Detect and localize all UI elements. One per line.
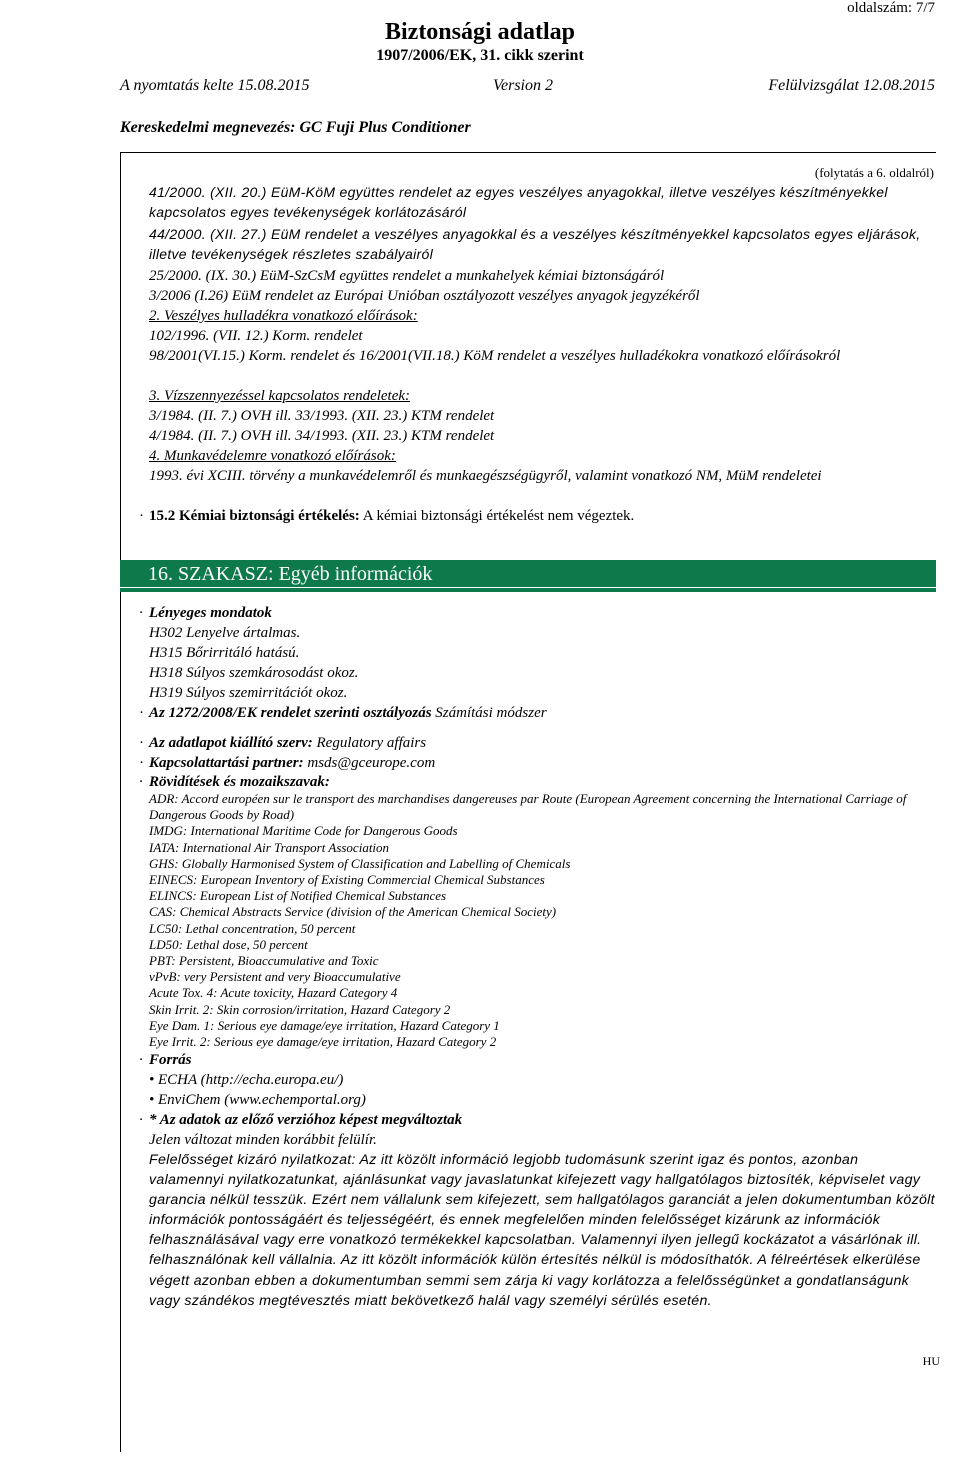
abbreviation-item: IMDG: International Maritime Code for Dangerous Goods	[149, 823, 458, 839]
abbreviation-item: vPvB: very Persistent and very Bioaccumulative	[149, 969, 401, 985]
abbreviation-item: Skin Irrit. 2: Skin corrosion/irritation, Hazard Category 2	[149, 1001, 451, 1017]
banner-rule	[120, 587, 936, 588]
abbreviations-label: · Rövidítések és mozaikszavak:	[139, 774, 330, 790]
source-envichem[interactable]: • EnviChem (www.echemportal.org)	[149, 1092, 366, 1108]
work-safety-law: 1993. évi XCIII. törvény a munkavédelemről és munkaegészségügyről, valamint vonatkozó NM, MüM rendeletei	[149, 468, 822, 484]
version: Version 2	[493, 77, 553, 94]
h319-statement: H319 Súlyos szemirritációt okoz.	[149, 685, 348, 701]
continued-note: (folytatás a 6. oldalról)	[814, 165, 934, 180]
source-echa[interactable]: • ECHA (http://echa.europa.eu/)	[149, 1072, 344, 1088]
waste-regulation-2: 98/2001(VI.15.) Korm. rendelet és 16/2001(VII.18.) KöM rendelet a veszélyes hulladékokra vonatkozó előírásokról	[149, 348, 841, 364]
waste-heading: 2. Veszélyes hulladékra vonatkozó előírások:	[149, 308, 418, 324]
department-row: · Az adatlapot kiállító szerv: Regulatory affairs	[139, 735, 427, 751]
contact-label: Kapcsolattartási partner:	[149, 755, 304, 771]
abbreviation-item: LD50: Lethal dose, 50 percent	[149, 936, 308, 952]
regulation-44-2000: 44/2000. (XII. 27.) EüM rendelet a veszélyes anyagokkal és a veszélyes készítményekkel kapcsolatos egyes eljárások, illetve tevékenységek részletes szabályairól	[149, 226, 921, 262]
chemical-safety-assessment: · 15.2 Kémiai biztonsági értékelés: A kémiai biztonsági értékelést nem végeztek.	[139, 508, 635, 524]
document-subtitle: 1907/2006/EK, 31. cikk szerint	[376, 47, 584, 64]
h315-statement: H315 Bőrirritáló hatású.	[149, 645, 300, 661]
abbreviation-list	[149, 791, 939, 1050]
regulation-25-2000: 25/2000. (IX. 30.) EüM-SzCsM együttes rendelet a munkahelyek kémiai biztonságáról	[149, 268, 665, 284]
chemical-safety-value: A kémiai biztonsági értékelést nem végeztek.	[362, 508, 635, 524]
abbreviation-item: Eye Dam. 1: Serious eye damage/eye irritation, Hazard Category 1	[149, 1017, 500, 1033]
contact-value[interactable]: msds@gceurope.com	[307, 755, 436, 771]
h302-statement: H302 Lenyelve ártalmas.	[149, 625, 301, 641]
document-title: Biztonsági adatlap	[384, 19, 576, 45]
work-safety-heading: 4. Munkavédelemre vonatkozó előírások:	[149, 448, 396, 464]
water-heading: 3. Vízszennyezéssel kapcsolatos rendeletek:	[149, 388, 411, 404]
contact-row: · Kapcsolattartási partner: msds@gceurope.com	[139, 755, 436, 771]
abbreviation-item: IATA: International Air Transport Association	[149, 839, 390, 855]
trade-name: Kereskedelmi megnevezés: GC Fuji Plus Conditioner	[120, 119, 471, 136]
classification-label: Az 1272/2008/EK rendelet szerinti osztályozás	[149, 705, 432, 721]
regulation-41-2000: 41/2000. (XII. 20.) EüM-KöM együttes rendelet az egyes veszélyes anyagokkal, illetve veszélyes készítményekkel kapcsolatos egyes tevékenységek korlátozásáról	[149, 184, 888, 220]
abbreviation-item: EINECS: European Inventory of Existing Commercial Chemical Substances	[149, 872, 545, 888]
classification-row: · Az 1272/2008/EK rendelet szerinti osztályozás Számítási módszer	[139, 705, 547, 721]
abbreviation-item: PBT: Persistent, Bioaccumulative and Toxic	[149, 953, 379, 969]
page-number: oldalszám: 7/7	[847, 0, 935, 16]
changes-value: Jelen változat minden korábbit felülír.	[149, 1132, 377, 1148]
section-16-heading	[120, 560, 936, 592]
disclaimer: Felelősséget kizáró nyilatkozat: Az itt közölt információ legjobb tudomásunk szerint igaz és pontos, azonban valamennyi nyilatkozatunkat, ajánlásunkat vagy javaslatunkat kifejezett vagy hallgatólagos biztosíték, képviselet vagy garancia nélkül tesszük. Ezért nem vállalunk sem kifejezett, sem hallgatólagos garanciát a jelen dokumentumban közölt információk pontosságáért és teljességéért, és ennek megfelelően minden felelősséget kizárunk az információk felhasználásával vagy erre vonatkozó termékekkel kapcsolatban. Valamennyi ilyen jellegű kockázatot a vásárlónak ill. felhasználónak kell vállalnia. Az itt közölt információk külön értesítés nélkül is módosíthatók. A félreértések elkerülése végett azonban ebben a dokumentumban semmi sem zárja ki vagy korlátozza a felelősségünket a gondatlanságunk vagy szándékos megtévesztés miatt bekövetkező halál vagy személyi sérülés esetén.	[149, 1152, 935, 1309]
waste-regulation-1: 102/1996. (VII. 12.) Korm. rendelet	[149, 328, 363, 344]
chemical-safety-label: 15.2 Kémiai biztonsági értékelés:	[149, 508, 360, 524]
section-16-title: 16. SZAKASZ: Egyéb információk	[148, 563, 433, 585]
changes-label: · * Az adatok az előző verzióhoz képest megváltoztak	[139, 1112, 463, 1128]
relevant-phrases-label: · Lényeges mondatok	[139, 605, 272, 621]
water-regulation-2: 4/1984. (II. 7.) OVH ill. 34/1993. (XII. 23.) KTM rendelet	[149, 428, 495, 444]
department-value: Regulatory affairs	[316, 735, 427, 751]
sources-label: · Forrás	[139, 1052, 192, 1068]
abbreviation-item: ADR: Accord européen sur le transport des marchandises dangereuses par Route (European Agreement concerning the International Carriage of Dangerous Goods by Road)	[149, 791, 907, 823]
abbreviation-item: Acute Tox. 4: Acute toxicity, Hazard Category 4	[149, 985, 398, 1001]
language-code: HU	[922, 1354, 940, 1368]
abbreviation-item: GHS: Globally Harmonised System of Classification and Labelling of Chemicals	[149, 855, 571, 871]
abbreviation-item: Eye Irrit. 2: Serious eye damage/eye irritation, Hazard Category 2	[149, 1034, 497, 1050]
department-label: Az adatlapot kiállító szerv:	[149, 735, 313, 751]
revision-date: Felülvizsgálat 12.08.2015	[768, 77, 935, 94]
abbreviation-item: LC50: Lethal concentration, 50 percent	[149, 920, 356, 936]
h318-statement: H318 Súlyos szemkárosodást okoz.	[149, 665, 359, 681]
classification-value: Számítási módszer	[435, 705, 547, 721]
regulation-3-2006: 3/2006 (I.26) EüM rendelet az Európai Unióban osztályozott veszélyes anyagok jegyzékéről	[149, 288, 700, 304]
abbreviation-item: CAS: Chemical Abstracts Service (division of the American Chemical Society)	[149, 904, 557, 920]
abbreviation-item: ELINCS: European List of Notified Chemical Substances	[149, 888, 447, 904]
print-date: A nyomtatás kelte 15.08.2015	[120, 77, 310, 94]
water-regulation-1: 3/1984. (II. 7.) OVH ill. 33/1993. (XII. 23.) KTM rendelet	[149, 408, 495, 424]
